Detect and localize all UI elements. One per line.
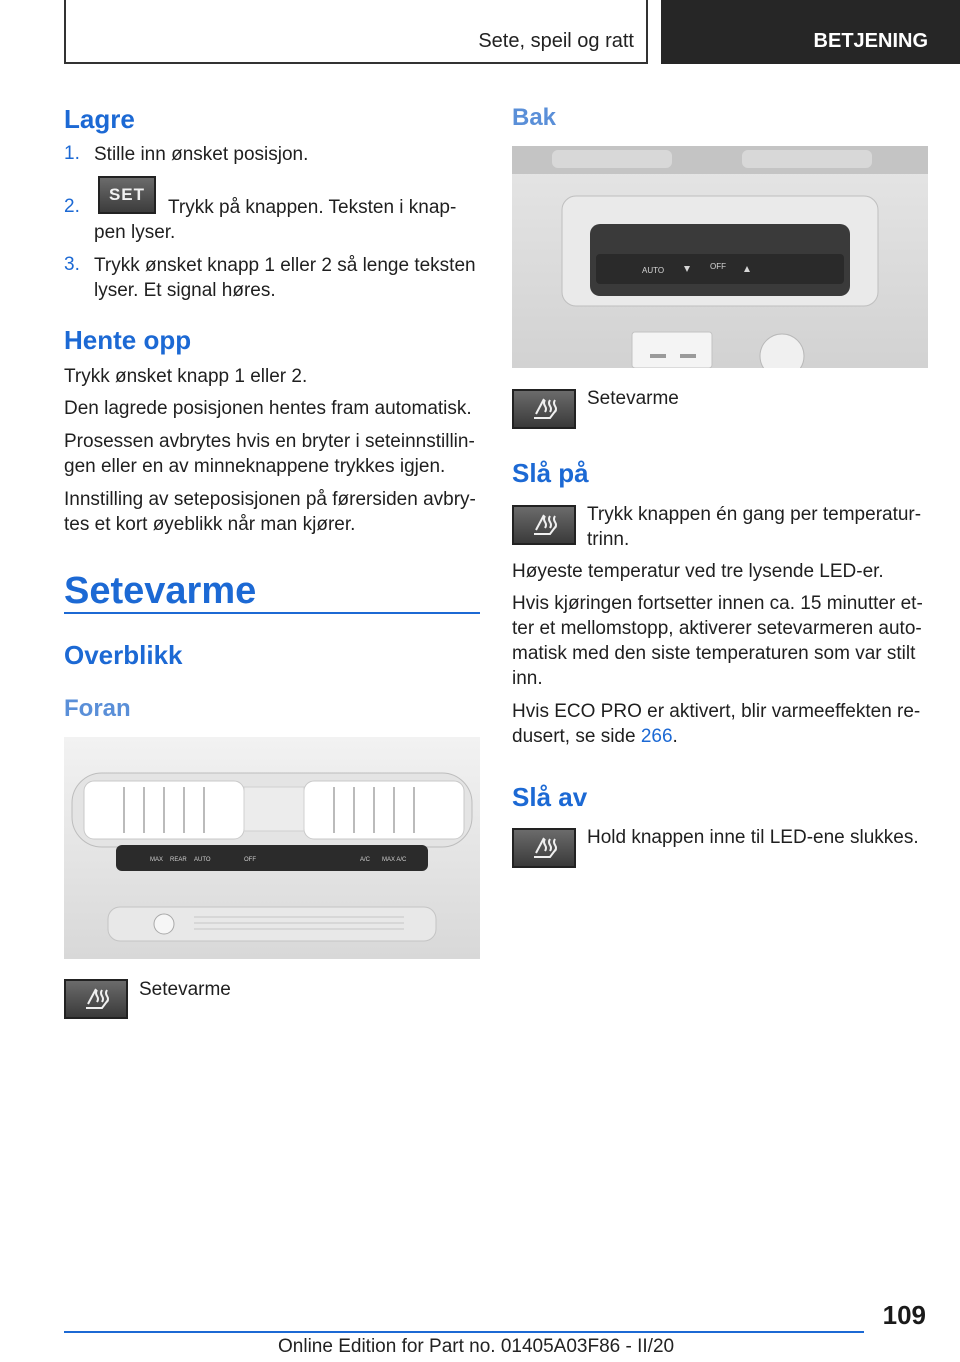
- heading-setevarme: Setevarme: [64, 570, 257, 612]
- paragraph-cont: dusert, se side 266.: [512, 726, 678, 747]
- front-climate-panel-photo: [64, 737, 480, 959]
- step-text: Trykk ønsket knapp 1 eller 2 så lenge teksten: [94, 255, 476, 276]
- rear-panel-label: OFF: [710, 262, 726, 271]
- header-section-tab: BETJENING: [661, 0, 960, 64]
- paragraph: Den lagrede posisjonen hentes fram automatisk.: [64, 398, 472, 419]
- seat-heating-icon: [512, 828, 576, 868]
- icon-text-cont: trinn.: [587, 529, 630, 550]
- header-chapter-title: Sete, speil og ratt: [478, 30, 634, 52]
- front-panel-label: AUTO: [194, 857, 211, 863]
- icon-caption: Setevarme: [587, 388, 679, 409]
- header-chapter-box: [64, 0, 648, 64]
- icon-text: Trykk knappen én gang per temperatur-: [587, 504, 922, 525]
- heading-overblikk: Overblikk: [64, 640, 183, 670]
- step-number: 3.: [64, 254, 80, 275]
- paragraph-cont: matisk med den siste temperaturen som var stilt: [512, 643, 916, 664]
- paragraph-cont: ter et mellomstopp, aktiverer setevarmeren auto-: [512, 618, 922, 639]
- front-panel-label: A/C: [360, 857, 371, 863]
- front-panel-label: MAX A/C: [382, 857, 407, 863]
- step-text-cont: lyser. Et signal høres.: [94, 280, 276, 301]
- heading-foran: Foran: [64, 695, 131, 722]
- heading-sla-pa: Slå på: [512, 458, 589, 488]
- heading-lagre: Lagre: [64, 104, 135, 134]
- rear-panel-label: AUTO: [642, 266, 665, 275]
- front-panel-label: REAR: [170, 857, 187, 863]
- front-panel-label: MAX: [150, 857, 164, 863]
- footer-rule: [64, 1331, 864, 1333]
- heading-sla-av: Slå av: [512, 782, 588, 812]
- paragraph: Hvis kjøringen fortsetter innen ca. 15 minutter et-: [512, 593, 923, 614]
- step-number: 2.: [64, 196, 80, 217]
- seat-heating-icon: [512, 505, 576, 545]
- paragraph: Høyeste temperatur ved tre lysende LED-er.: [512, 561, 884, 582]
- paragraph-cont: inn.: [512, 668, 543, 689]
- set-button-icon: SET: [98, 176, 156, 214]
- heading-bak: Bak: [512, 104, 557, 131]
- step-text: Trykk på knappen. Teksten i knap-: [168, 197, 457, 218]
- paragraph: Trykk ønsket knapp 1 eller 2.: [64, 366, 308, 387]
- paragraph-cont: tes et kort øyeblikk når man kjører.: [64, 514, 356, 535]
- step-text: Stille inn ønsket posisjon.: [94, 144, 309, 165]
- page-reference-link[interactable]: 266: [640, 726, 673, 747]
- icon-text: Hold knappen inne til LED-ene slukkes.: [587, 827, 919, 848]
- paragraph-cont: gen eller en av minneknappene trykkes igjen.: [64, 456, 446, 477]
- icon-caption: Setevarme: [139, 979, 231, 1000]
- front-panel-label: OFF: [244, 857, 256, 863]
- seat-heating-icon: [512, 389, 576, 429]
- heading-rule: [64, 612, 480, 614]
- step-text-cont: pen lyser.: [94, 222, 176, 243]
- paragraph: Innstilling av seteposisjonen på førersiden avbry-: [64, 489, 476, 510]
- heading-hente-opp: Hente opp: [64, 325, 192, 355]
- step-number: 1.: [64, 143, 80, 164]
- paragraph: Hvis ECO PRO er aktivert, blir varmeeffekten re-: [512, 701, 921, 722]
- seat-heating-icon: [64, 979, 128, 1019]
- page-number: 109: [882, 1300, 926, 1330]
- rear-climate-panel-photo: [512, 146, 928, 368]
- paragraph: Prosessen avbrytes hvis en bryter i seteinnstillin-: [64, 431, 475, 452]
- footer-edition: Online Edition for Part no. 01405A03F86 - II/20: [278, 1336, 675, 1357]
